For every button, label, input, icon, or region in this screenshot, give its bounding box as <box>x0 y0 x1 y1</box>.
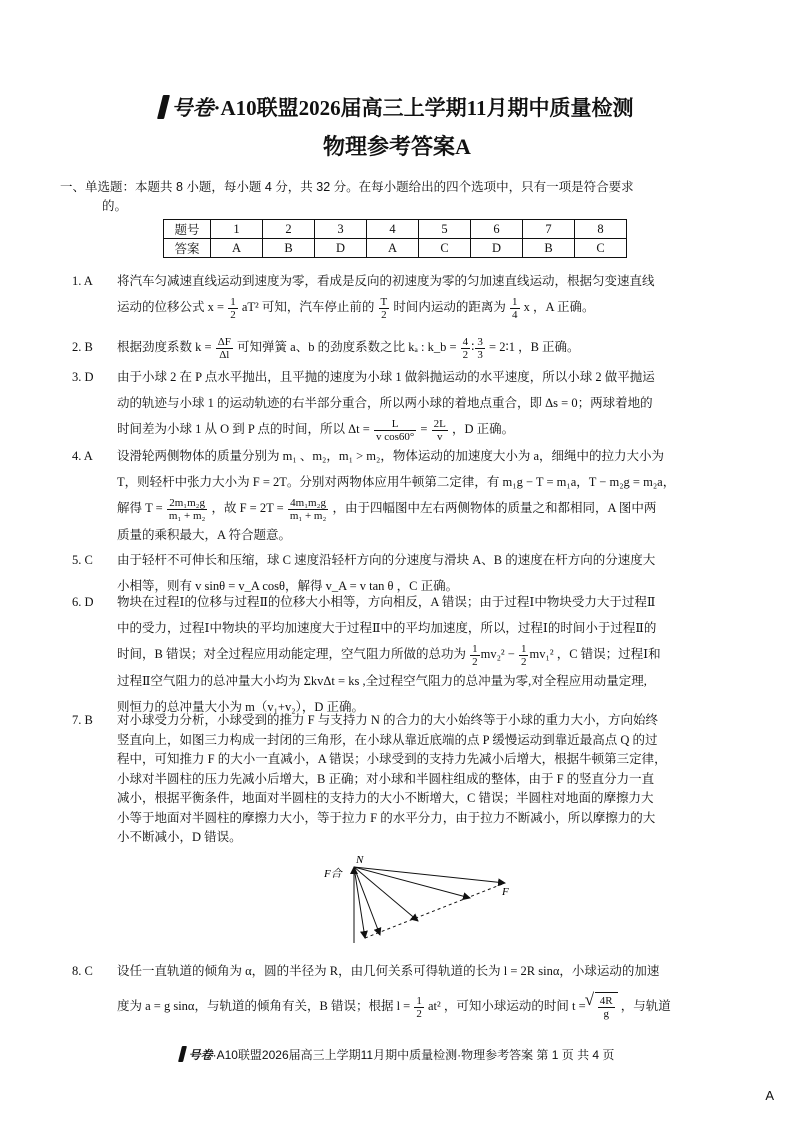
text-run: 时间差为小球 1 从 O 到 P 点的时间，所以 Δt = <box>117 422 370 436</box>
text-run: 运动的位移公式 x = <box>117 300 225 314</box>
text-line: 物块在过程Ⅰ的位移与过程Ⅱ的位移大小相等，方向相反，A 错误；由于过程Ⅰ中物块受力大于过程Ⅱ <box>117 595 656 609</box>
table-row-answers <box>164 239 627 258</box>
table-cell: 6 <box>471 220 523 239</box>
question-number: 7. B <box>72 713 93 727</box>
table-cell: B <box>523 239 575 258</box>
denominator: m₁ + m₂ <box>289 509 327 522</box>
brand-name: 号卷 <box>171 96 214 120</box>
denominator: 2 <box>416 1007 422 1020</box>
fraction <box>461 336 471 361</box>
force-F-arrow <box>354 867 505 883</box>
text-run: 可知弹簧 a、b 的劲度系数之比 kₐ : k_b = <box>237 340 457 354</box>
document-title <box>0 92 794 122</box>
numerator: 1 <box>512 295 518 308</box>
section-heading-line: 一、单选题：本题共 8 小题，每小题 4 分，共 32 分。在每小题给出的四个选项中，只有一项是符合要求 <box>60 180 634 194</box>
fraction <box>519 643 529 668</box>
question-8 <box>72 958 722 1020</box>
table-cell: A <box>367 239 419 258</box>
answer-key-table <box>163 219 627 258</box>
denominator: 2 <box>472 655 478 668</box>
question-1 <box>72 268 722 321</box>
table-cell: 5 <box>419 220 471 239</box>
table-cell: C <box>575 239 627 258</box>
section-heading <box>60 178 750 216</box>
fraction <box>414 995 424 1020</box>
text-run: = <box>420 422 428 436</box>
question-6 <box>72 589 722 720</box>
text-line: 则恒力的总冲量大小为 m（v₁+v₂），D 正确。 <box>117 699 365 714</box>
text-line <box>117 992 722 1020</box>
document-subtitle: 物理参考答案A <box>323 134 471 159</box>
text-run: mv₁² ，C 错误；过程Ⅰ和 <box>529 647 661 661</box>
text-line: 过程Ⅱ空气阻力的总冲量大小均为 ΣkvΔt = ks ,全过程空气阻力的总冲量为零,对全程应用动量定理, <box>117 673 647 688</box>
text-line: 小球对半圆柱的压力先减小后增大，B 正确；对小球和半圆柱组成的整体，由于 F 的竖直分力一直 <box>117 771 655 786</box>
text-run: at² ，可知小球运动的时间 t = <box>427 999 586 1013</box>
text-run: 时间，B 错误；对全过程应用动能定理，空气阻力所做的总功为 <box>117 647 466 661</box>
numerator: ΔF <box>217 335 231 348</box>
denominator: 2 <box>520 655 527 668</box>
table-cell: 2 <box>263 220 315 239</box>
question-2 <box>72 334 722 361</box>
text-run: x ，A 正确。 <box>523 300 595 314</box>
denominator: m₁ + m₂ <box>168 509 206 522</box>
question-number: 3. D <box>72 370 94 384</box>
table-cell: 1 <box>211 220 263 239</box>
text-run: 解得 T = <box>117 501 163 515</box>
fraction <box>374 418 416 443</box>
denominator: v cos60° <box>375 430 415 443</box>
table-header-label: 题号 <box>164 220 211 239</box>
force-arrow <box>354 867 380 935</box>
section-heading-tail: 的。 <box>102 199 128 213</box>
fraction <box>228 296 238 321</box>
text-line: 由于小球 2 在 P 点水平抛出，且平抛的速度为小球 1 做斜抛运动的水平速度，所以小球 2 做平抛运 <box>117 370 655 384</box>
question-4 <box>72 443 722 548</box>
numerator: 1 <box>230 295 236 308</box>
numerator: 2m₁m₂g <box>167 497 208 510</box>
text-line: 设任一直轨道的倾角为 α，圆的半径为 R，由几何关系可得轨道的长为 l = 2R sinα，小球运动的加速 <box>117 964 660 978</box>
denominator: v <box>436 430 443 443</box>
table-cell: A <box>211 239 263 258</box>
page-footer <box>0 1046 794 1063</box>
question-number: 2. B <box>72 340 93 354</box>
text-line: 质量的乘积最大，A 符合题意。 <box>117 527 291 542</box>
text-run: ，由于四幅图中左右两侧物体的质量之和都相同，A 图中两 <box>332 501 657 515</box>
numerator: T <box>380 295 388 308</box>
text-line <box>117 294 722 321</box>
text-run: = 2∶1 ，B 正确。 <box>489 340 580 354</box>
text-line: 竖直向上，如图三力构成一封闭的三角形，在小球从靠近底端的点 P 缓慢运动到靠近最高点 Q 的过 <box>117 732 658 747</box>
fraction <box>216 336 233 361</box>
text-run: 度为 a = g sinα，与轨道的倾角有关，B 错误；根据 l = <box>117 999 411 1013</box>
question-number: 4. A <box>72 449 93 463</box>
numerator: 4m₁m₂g <box>288 497 329 510</box>
text-line: 由于轻杆不可伸长和压缩，球 C 速度沿轻杆方向的分速度与滑块 A、B 的速度在杆方向的分速度大 <box>117 553 656 567</box>
fraction <box>470 643 480 668</box>
text-line: 中的受力，过程Ⅰ中物块的平均加速度大于过程Ⅱ中的平均加速度，所以，过程Ⅰ的时间小于过程Ⅱ的 <box>117 621 657 635</box>
denominator: 2 <box>462 348 469 361</box>
fraction <box>288 497 329 522</box>
question-7 <box>72 711 722 848</box>
table-row-numbers <box>164 220 627 239</box>
fraction <box>432 418 448 443</box>
label-F-he: F合 <box>324 868 342 880</box>
question-3 <box>72 364 722 443</box>
text-line <box>117 495 722 522</box>
force-arrow <box>354 867 365 938</box>
denominator: 3 <box>477 348 483 361</box>
text-line: 将汽车匀减速直线运动到速度为零，看成是反向的初速度为零的匀加速直线运动，根据匀变速直线 <box>117 274 655 288</box>
footer-text: ·A10联盟2026届高三上学期11月期中质量检测·物理参考答案 第 1 页 共 4 页 <box>212 1048 615 1062</box>
table-cell: 3 <box>315 220 367 239</box>
table-cell: B <box>263 239 315 258</box>
table-cell: 8 <box>575 220 627 239</box>
question-number: 8. C <box>72 964 93 978</box>
force-triangle-diagram <box>320 853 520 948</box>
square-root <box>595 992 618 1020</box>
numerator: L <box>374 418 416 431</box>
dashed-line <box>365 883 505 938</box>
table-cell: D <box>315 239 367 258</box>
text-line: T，则轻杆中张力大小为 F = 2T。分别对两物体应用牛顿第二定律，有 m₁g − T = m₁a，T − m₂g = m₂a， <box>117 475 676 489</box>
text-line: 对小球受力分析，小球受到的推力 F 与支持力 N 的合力的大小始终等于小球的重力大小，方向始终 <box>117 713 658 727</box>
text-run: 根据劲度系数 k = <box>117 340 212 354</box>
text-line: 动的轨迹与小球 1 的运动轨迹的右半部分重合，所以两小球的着地点重合，即 Δs = 0；两球着地的 <box>117 396 653 410</box>
question-number: 5. C <box>72 553 93 567</box>
brand-logo-icon <box>178 1046 187 1062</box>
question-number: 6. D <box>72 595 94 609</box>
label-N: N <box>356 854 364 866</box>
text-run: ，故 F = 2T = <box>211 501 284 515</box>
fraction <box>475 336 485 361</box>
brand-logo-icon <box>157 95 170 119</box>
text-run: ，D 正确。 <box>451 422 515 436</box>
table-cell: D <box>471 239 523 258</box>
corner-mark: A <box>765 1088 774 1103</box>
text-line: 程中，可知推力 F 的大小一直减小，A 错误；小球受到的支持力先减小后增大，根据牛顿第三定律， <box>117 752 667 766</box>
question-number: 1. A <box>72 274 93 288</box>
text-line: 减小，根据平衡条件，地面对半圆柱的支持力的大小不断增大，C 错误；半圆柱对地面的摩擦力大 <box>117 791 654 805</box>
denominator: 2 <box>381 308 387 321</box>
numerator: 1 <box>520 642 527 655</box>
numerator: 1 <box>472 642 478 655</box>
text-run: mv₂² − <box>480 647 515 661</box>
table-cell: 4 <box>367 220 419 239</box>
text-run: aT² 可知，汽车停止前的 <box>241 300 375 314</box>
denominator: 4 <box>512 308 518 321</box>
numerator: 1 <box>416 994 422 1007</box>
fraction <box>510 296 520 321</box>
title-text: ·A10联盟2026届高三上学期11月期中质量检测 <box>213 96 634 120</box>
text-line: 小等于地面对半圆柱的摩擦力大小，等于拉力 F 的水平分力，由于拉力不断减小，所以摩擦力的大 <box>117 810 656 825</box>
table-header-label: 答案 <box>164 239 211 258</box>
force-arrow <box>354 867 470 898</box>
denominator: 2 <box>230 308 236 321</box>
text-run: ∶ <box>471 340 475 354</box>
text-line: 小不断减小，D 错误。 <box>117 830 242 844</box>
numerator: 3 <box>477 335 483 348</box>
table-cell: C <box>419 239 471 258</box>
text-run: ，与轨道 <box>620 999 671 1013</box>
fraction <box>167 497 208 522</box>
text-line: 设滑轮两侧物体的质量分别为 m₁ 、m₂，m₁ > m₂，物体运动的加速度大小为 a，细绳中的拉力大小为 <box>117 449 665 463</box>
label-F: F <box>502 886 509 898</box>
numerator: 2L <box>433 417 446 430</box>
numerator: √ 4R <box>599 994 613 1007</box>
footer-brand: 号卷 <box>188 1048 213 1062</box>
fraction <box>598 995 615 1020</box>
table-cell: 7 <box>523 220 575 239</box>
denominator: g <box>603 1007 609 1020</box>
text-line <box>117 416 722 443</box>
fraction <box>379 296 390 321</box>
text-line: 小相等，则有 v sinθ = v_A cosθ，解得 v_A = v tan θ ，C 正确。 <box>117 579 459 593</box>
numerator: 4 <box>462 335 469 348</box>
text-run: 时间内运动的距离为 <box>393 300 506 314</box>
denominator: Δl <box>219 348 230 361</box>
text-line <box>117 641 722 668</box>
